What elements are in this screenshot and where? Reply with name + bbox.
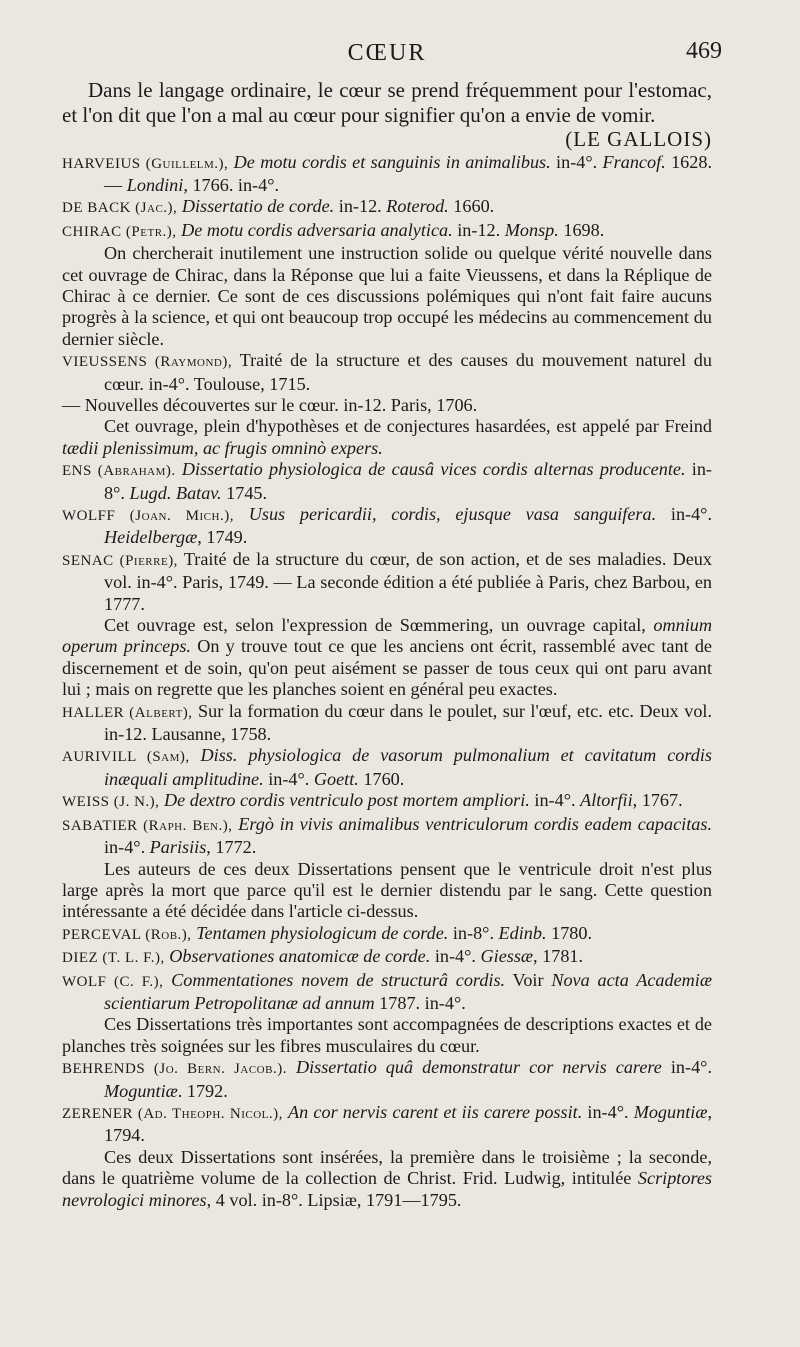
entry-place: Roterod. [386,196,449,217]
commentary-vieussens [62,416,712,459]
bib-entry-deback [62,196,712,219]
entry-author: ENS (Abraham). [62,463,176,480]
entry-title: Tentamen physiologicum de corde. [196,922,449,943]
entry-title: Ergò in vivis animalibus ventriculorum cordis eadem capacitas. [238,813,712,834]
entry-author: PERCEVAL (Rob.), [62,926,192,943]
entry-place: Monsp. [504,219,559,240]
entry-author: SABATIER (Raph. Ben.), [62,817,233,834]
commentary-quote: tædii plenissimum, ac frugis omninò expers. [62,437,383,458]
entry-author: SENAC (Pierre), [62,552,178,569]
entry-author: HALLER (Albert), [62,704,193,721]
entry-author: ZERENER (Ad. Theoph. Nicol.), [62,1105,283,1122]
entry-date: , 1794. [104,1101,712,1146]
bib-entry-weiss [62,790,712,813]
entry-date: 1780. [546,922,593,943]
commentary-text-2: On y trouve tout ce que les anciens ont écrit, rassemblé avec tant de discernement et de soin, qu'on peut aisément se passer de tous ceux qui ont paru avant lui ; mais on regrette que les planches soient en général peu exactes. [62,636,712,700]
entry-title: De motu cordis et sanguinis in animalibus. [233,151,551,172]
entry-format: Voir [505,969,552,990]
entry-format: in-12. [338,196,387,217]
entry-format: in-4°. [263,768,314,789]
page-title: CŒUR [347,40,427,66]
entry-title: De motu cordis adversaria analytica. [181,219,453,240]
commentary-senac [62,615,712,701]
entry-format: in-12. [457,219,505,240]
entry-author: VIEUSSENS (Raymond), [62,354,233,371]
entry-date: . 1792. [177,1080,228,1101]
entry-date: 1787. in-4°. [374,992,466,1013]
entry-date: , 1781. [533,946,584,967]
bib-entry-chirac [62,220,712,243]
entry-place: Moguntiæ [633,1101,708,1122]
entry-date: , 1749. [197,527,248,548]
entry-author: WOLF (C. F.), [62,973,164,990]
entry-place: Parisiis [149,837,207,858]
entry-date: 1760. [358,768,405,789]
entry-author: WOLFF (Joan. Mich.), [62,508,234,524]
entry-format: in-4°. [661,1057,712,1078]
bib-entry-haller [62,701,712,746]
entry-author: DIEZ (T. L. F.), [62,950,165,967]
commentary-chirac: On chercherait inutilement une instruction solide ou quelque vérité nouvelle dans cet ouvrage de Chirac, dans la Réponse que lui a faite Vieussens, et dans la Réplique de Chirac à ce dernier. Ce sont de ces discussions polémiques qui n'ont fait faire aucuns progrès à la science, et qui ont beaucoup trop occupé les médecins au commencement du dernier siècle. [62,243,712,349]
entry-format: in-4°. [556,151,603,172]
entry-author: DE BACK (Jac.), [62,200,178,217]
entry-format: in-4°. [529,790,581,811]
intro-paragraph [62,78,712,151]
entry-author: WEISS (J. N.), [62,794,160,811]
bib-entry-wolf [62,970,712,1015]
commentary-quote: Scriptores nevrologici minores [62,1168,712,1210]
entry-date: 1698. [558,219,605,240]
entry-place: Francof. [602,151,666,172]
bib-entry-perceval [62,923,712,946]
entry-title: Usus pericardii, cordis, ejusque vasa sanguifera. [248,504,657,524]
entry-text: Sur la formation du cœur dans le poulet, sur l'œuf, etc. etc. Deux vol. in-12. Lausanne, 1758. [104,700,713,745]
bib-entry-diez [62,946,712,969]
entry-date: 1745. [221,482,268,503]
entry-place: Altorfii [580,790,633,811]
entry-date: , 1767. [632,790,683,811]
entry-title: An cor nervis carent et iis carere possit. [288,1101,583,1122]
bib-entry-vieussens-2: — Nouvelles découvertes sur le cœur. in-12. Paris, 1706. [62,394,478,415]
entry-place: Nova acta Academiæ scientiarum Petropolitanæ ad annum [104,969,712,1013]
commentary-wolf: Ces Dissertations très importantes sont accompagnées de descriptions exactes et de planches très soignées sur les fibres musculaires du cœur. [62,1014,712,1056]
commentary-quote: omnium operum princeps. [62,615,712,657]
entry-date: , 1772. [206,837,257,858]
entry-place: Moguntiæ [104,1080,178,1101]
entry-title: Commentationes novem de structurâ cordis. [171,969,506,990]
entry-date: 1660. [448,196,495,217]
commentary-text: Cet ouvrage, plein d'hypothèses et de conjectures hasardées, est appelé par Freind [104,416,712,437]
entry-place-2: Londini [126,174,184,195]
page-number: 469 [686,38,722,64]
intro-text: Dans le langage ordinaire, le cœur se prend fréquemment pour l'estomac, et l'on dit que l'on a mal au cœur pour signifier qu'on a envie de vomir. [62,78,712,127]
entry-place: Giessæ [480,946,534,967]
entry-title: Observationes anatomicæ de corde. [169,946,431,967]
commentary-final [62,1147,712,1211]
entry-title: Dissertatio physiologica de causâ vices cordis alternas producente. [181,459,686,480]
entry-text: Traité de la structure du cœur, de son action, et de ses maladies. Deux vol. in-4°. Paris, 1749. — La seconde édition a été publiée à Paris, chez Barbou, en 1777. [104,548,712,614]
entry-title: De dextro cordis ventriculo post mortem ampliori. [163,790,530,811]
bib-entry-wolff [62,504,712,549]
entry-title: Diss. physiologica de vasorum pulmonalium et cavitatum cordis inæquali amplitudine. [104,745,712,789]
bib-entry-sabatier [62,814,712,859]
entry-author: HARVEIUS (Guillelm.), [62,155,229,172]
entry-title: Dissertatio de corde. [181,196,335,217]
commentary-text-2: , 4 vol. in-8°. Lipsiæ, 1791—1795. [206,1189,462,1210]
commentary-sabatier: Les auteurs de ces deux Dissertations pensent que le ventricule droit n'est plus large après la mort que parce qu'il est le dernier distendu par le sang. Cette question intéressante a été décidée dans l'article ci-dessus. [62,858,712,922]
entry-place: Heidelbergæ [104,527,198,548]
entry-format: in-4°. [430,946,481,967]
entry-format: in-4°. [656,504,713,524]
running-head [62,38,722,78]
entry-format: in-4°. [582,1101,634,1122]
entry-date-2: , 1766. in-4°. [183,174,280,195]
entry-date: 1628. — [104,151,712,195]
bib-entry-aurivill [62,745,712,790]
bib-entry-vieussens [62,350,712,395]
entry-title: Dissertatio quâ demonstratur cor nervis carere [295,1057,662,1078]
entry-format: in-4°. [104,837,150,858]
bib-entry-behrends [62,1057,712,1102]
commentary-text: Ces deux Dissertations sont insérées, la première dans le troisième ; la seconde, dans le quatrième volume de la collection de Christ. Frid. Ludwig, intitulée [62,1146,712,1189]
author-signature: (LE GALLOIS) [565,127,712,151]
entry-place: Goett. [313,768,359,789]
entry-text: Traité de la structure et des causes du mouvement naturel du cœur. in-4°. Toulouse, 1715. [104,350,712,394]
entry-place: Lugd. Batav. [129,482,222,503]
bib-entry-zerener [62,1102,712,1147]
commentary-text: Cet ouvrage est, selon l'expression de Sœmmering, un ouvrage capital, [104,615,654,636]
bib-entry-ens [62,459,712,504]
entry-author: BEHRENDS (Jo. Bern. Jacob.). [62,1061,287,1078]
bib-entry-senac [62,549,712,615]
entry-format: in-8°. [448,922,499,943]
entry-author: CHIRAC (Petr.), [62,223,177,240]
entry-place: Edinb. [498,922,547,943]
entry-format: in-8°. [104,459,712,503]
bib-entry-harveius [62,152,712,197]
entry-author: AURIVILL (Sam), [62,749,190,766]
